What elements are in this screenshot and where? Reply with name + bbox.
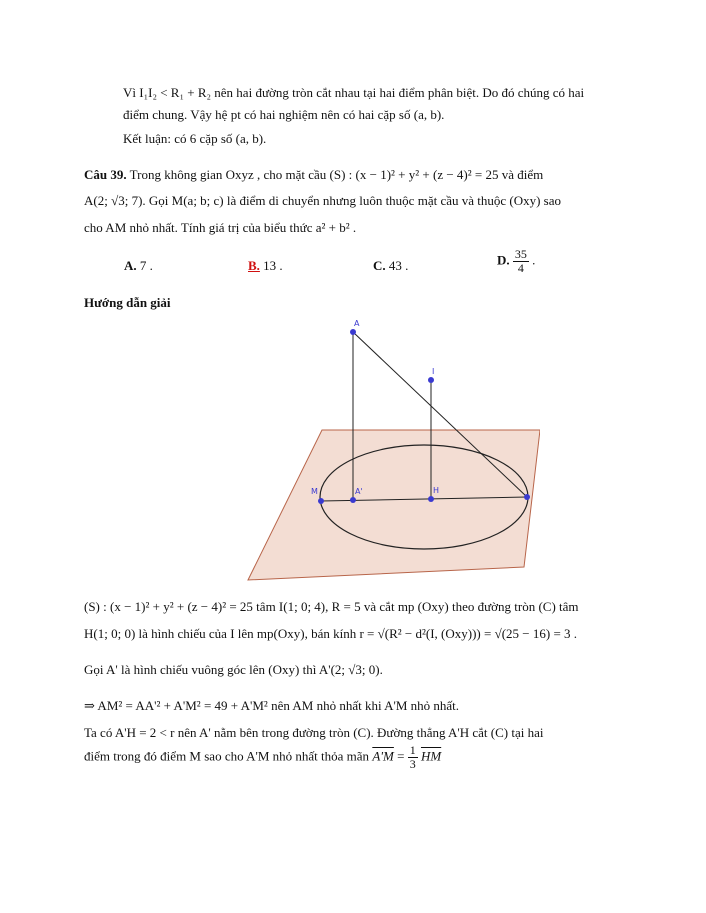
plane-oxy — [248, 430, 540, 580]
solution-line-1: (S) : (x − 1)² + y² + (z − 4)² = 25 tâm I(1; 0; 4), R = 5 và cắt mp (Oxy) theo đường tròn (C) tâm — [84, 599, 579, 614]
question-line-2: A(2; √3; 7). Gọi M(a; b; c) là điểm di chuyển nhưng luôn thuộc mặt cầu và thuộc (Oxy) sao — [84, 193, 562, 208]
option-d-label: D. — [497, 252, 510, 268]
option-a-label: A. — [124, 258, 137, 273]
question-line-3: cho AM nhỏ nhất. Tính giá trị của biểu thức a² + b² . — [84, 220, 357, 235]
point-m2 — [524, 494, 530, 500]
option-c — [373, 257, 408, 275]
one-third-fraction — [408, 744, 418, 771]
label-i: I — [432, 367, 435, 376]
option-d-fraction — [513, 248, 529, 275]
solution-line-4: ⇒ AM² = AA'² + A'M² = 49 + A'M² nên AM nhỏ nhất khi A'M nhỏ nhất. — [84, 698, 460, 713]
solution-line-6-text: điểm trong đó điểm M sao cho A'M nhỏ nhất thỏa mãn — [84, 748, 373, 764]
option-d — [497, 248, 535, 275]
option-a — [124, 257, 153, 275]
solution-line-6 — [84, 744, 441, 771]
label-h: H — [433, 486, 440, 495]
point-m — [318, 498, 324, 504]
geometry-figure — [240, 312, 540, 587]
option-d-numerator: 35 — [514, 247, 527, 261]
question-label: Câu 39. — [84, 167, 127, 182]
solution-line-5: Ta có A'H = 2 < r nên A' nằm bên trong đường tròn (C). Đường thẳng A'H cắt (C) tại hai — [84, 725, 544, 740]
vector-a-prime-m: A'M — [372, 748, 394, 764]
question-line-1 — [84, 166, 543, 184]
option-a-value: 7 . — [136, 258, 153, 273]
intro-line-1: Vì I₁I₂ < R₁ + R₂ nên hai đường tròn cắt nhau tại hai điểm phân biệt. Do đó chúng có hai — [123, 85, 585, 100]
option-d-tail: . — [528, 252, 536, 268]
solution-line-3: Gọi A' là hình chiếu vuông góc lên (Oxy) thì A'(2; √3; 0). — [84, 662, 383, 677]
intro-line-2: điểm chung. Vậy hệ pt có hai nghiệm nên có hai cặp số (a, b). — [123, 107, 445, 122]
solution-line-2: H(1; 0; 0) là hình chiếu của I lên mp(Oxy), bán kính r = √(R² − d²(I, (Oxy))) = √(25 − 16) = 3 . — [84, 626, 578, 641]
point-a — [350, 329, 356, 335]
option-b-label: B. — [248, 258, 260, 273]
option-b-value: 13 . — [259, 258, 283, 273]
intro-line-3: Kết luận: có 6 cặp số (a, b). — [123, 131, 267, 146]
option-d-denominator: 4 — [517, 261, 524, 275]
equals-sign: = — [393, 748, 408, 764]
label-a: A — [354, 319, 360, 328]
point-i — [428, 377, 434, 383]
option-c-label: C. — [373, 258, 386, 273]
fraction-denominator: 3 — [409, 757, 416, 771]
point-h — [428, 496, 434, 502]
label-m: M — [311, 487, 318, 496]
point-a-prime — [350, 497, 356, 503]
solution-heading: Hướng dẫn giải — [84, 295, 171, 310]
option-c-value: 43 . — [385, 258, 409, 273]
vector-hm: $\overline{HM}$ — [420, 748, 442, 764]
label-a-prime: A' — [355, 487, 363, 496]
fraction-numerator: 1 — [409, 743, 416, 757]
question-text-1: Trong không gian Oxyz , cho mặt cầu (S) : (x − 1)² + y² + (z − 4)² = 25 và điểm — [126, 167, 544, 182]
option-b — [248, 257, 283, 275]
